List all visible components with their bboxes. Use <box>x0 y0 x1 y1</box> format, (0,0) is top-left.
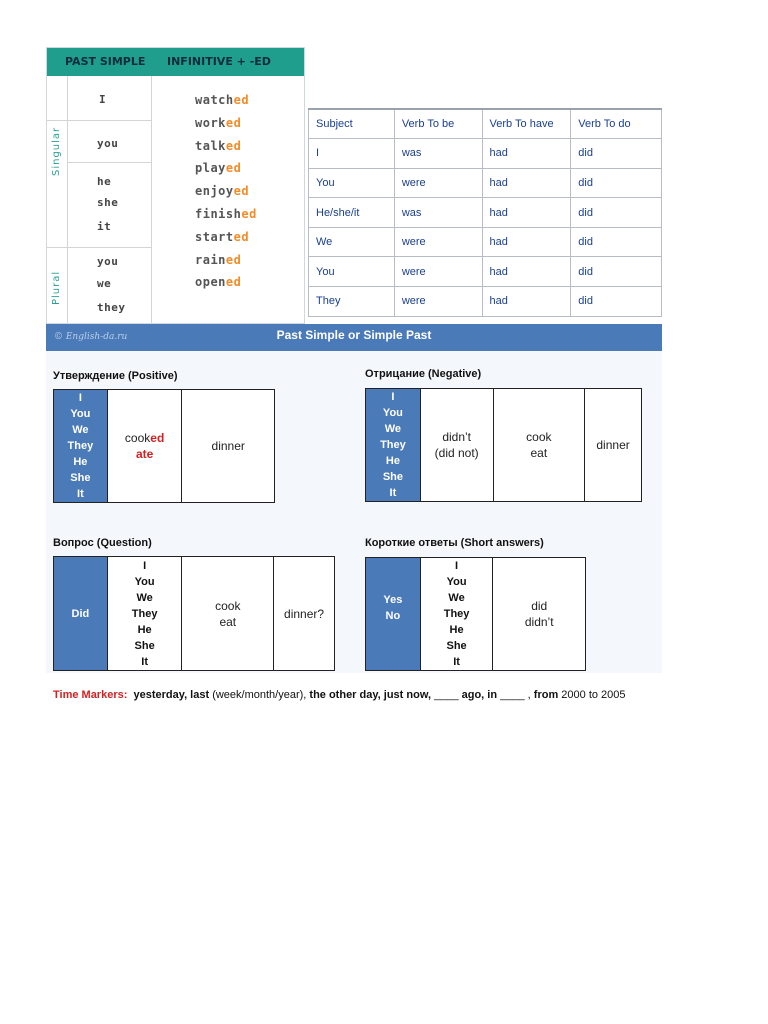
verb: cook <box>215 598 241 613</box>
table-header-row <box>309 109 662 139</box>
pronoun: you <box>97 255 119 268</box>
subject: I <box>78 392 82 404</box>
subject: It <box>77 488 84 500</box>
subjects-cell <box>107 557 182 671</box>
subjects-cell <box>54 390 108 503</box>
verb-started: started <box>195 230 250 244</box>
table-cell: were <box>394 257 482 287</box>
table-cell: was <box>394 139 482 169</box>
subject: I <box>143 559 147 572</box>
subject: You <box>70 408 91 420</box>
verb-played: played <box>195 161 242 175</box>
table-row <box>309 198 662 228</box>
time-markers-label: Time Markers: <box>53 689 128 701</box>
form-cell <box>493 558 586 671</box>
verb-ate: ate <box>135 447 154 461</box>
object-cell: dinner <box>182 390 275 503</box>
table-cell: were <box>394 227 482 257</box>
yes-no-cell <box>366 558 421 671</box>
section-heading-question: Вопрос (Question) <box>53 537 152 549</box>
verb-talked: talked <box>195 139 242 153</box>
table-cell: were <box>394 168 482 198</box>
table-cell: I <box>309 139 395 169</box>
table-cell: You <box>309 168 395 198</box>
aux-didnt: didn’t <box>442 430 472 444</box>
verb-watched: watched <box>195 93 250 107</box>
subject: She <box>134 639 155 652</box>
infinitive-ed-card <box>46 47 305 324</box>
table-cell: had <box>482 287 571 317</box>
subject: You <box>446 576 467 588</box>
subject: She <box>446 640 467 652</box>
pronoun: we <box>97 277 112 290</box>
table-cell: They <box>309 287 395 317</box>
question-table <box>53 556 335 671</box>
verb: eat <box>530 446 548 460</box>
table-cell: were <box>394 287 482 317</box>
subjects-cell <box>366 389 421 502</box>
verbs-to-be-have-do-table <box>308 108 662 317</box>
table-cell: did <box>571 287 662 317</box>
title-banner <box>46 324 662 351</box>
verb-cell <box>107 390 182 503</box>
subject: He <box>137 623 152 636</box>
subject: She <box>382 471 403 483</box>
object-cell: dinner? <box>274 557 335 671</box>
table-row <box>309 168 662 198</box>
side-label-singular: Singular <box>51 126 62 176</box>
subject: They <box>380 439 406 451</box>
column-header: Verb To be <box>394 109 482 139</box>
answer-no: No <box>385 610 401 622</box>
table-cell: had <box>482 227 571 257</box>
divider <box>67 162 151 163</box>
subject: I <box>391 391 395 403</box>
auxiliary-cell <box>420 389 493 502</box>
verb-enjoyed: enjoyed <box>195 184 250 198</box>
time-marker-part: ____ <box>431 689 462 701</box>
verb-cell <box>493 389 585 502</box>
time-marker-part: 2000 to 2005 <box>558 689 626 701</box>
section-heading-negative: Отрицание (Negative) <box>365 368 482 380</box>
table-cell: had <box>482 139 571 169</box>
subject: He <box>449 624 464 636</box>
subject: We <box>384 423 402 435</box>
table-cell: We <box>309 227 395 257</box>
divider <box>67 76 68 323</box>
aux-did-not: (did not) <box>434 446 479 460</box>
time-marker-part: (week/month/year), <box>209 689 310 701</box>
pronoun: I <box>99 93 107 106</box>
subject: You <box>134 575 155 588</box>
verb: cook <box>526 430 552 444</box>
time-markers-line <box>53 689 626 701</box>
form-did: did <box>531 599 548 613</box>
subject: She <box>70 472 91 484</box>
copyright-text: © English-da.ru <box>54 332 128 342</box>
card-header <box>47 48 304 76</box>
subject: It <box>453 656 460 668</box>
verb-opened: opened <box>195 275 242 289</box>
table-row <box>309 227 662 257</box>
verb-worked: worked <box>195 116 242 130</box>
table-cell: You <box>309 257 395 287</box>
pronoun: they <box>97 301 126 314</box>
object-cell: dinner <box>585 389 642 502</box>
pronoun: he <box>97 175 112 188</box>
banner-title: Past Simple or Simple Past <box>276 328 432 342</box>
table-row <box>309 257 662 287</box>
table-cell: did <box>571 257 662 287</box>
answer-yes: Yes <box>383 594 403 606</box>
table-cell: had <box>482 257 571 287</box>
pronoun: she <box>97 196 119 209</box>
verb-rained: rained <box>195 253 242 267</box>
table-cell: was <box>394 198 482 228</box>
subject: They <box>131 607 158 620</box>
subject: You <box>382 407 403 419</box>
time-marker-part: the other day, just now, <box>309 689 432 701</box>
aux-did-cell: Did <box>54 557 108 671</box>
time-marker-part: ____ , <box>497 689 534 701</box>
subject: It <box>141 655 148 668</box>
subject: We <box>72 424 89 436</box>
divider <box>151 76 152 323</box>
header-infinitive-ed: INFINITIVE + -ED <box>167 55 271 68</box>
table-cell: did <box>571 198 662 228</box>
table-cell: He/she/it <box>309 198 395 228</box>
table-row <box>309 287 662 317</box>
verb: eat <box>219 614 237 629</box>
subjects-cell <box>420 558 493 671</box>
divider <box>47 247 151 248</box>
table-row <box>309 139 662 169</box>
subject: It <box>389 487 397 499</box>
verb-cell <box>182 557 274 671</box>
table-cell: had <box>482 198 571 228</box>
verb-cooked: cooked <box>124 431 165 445</box>
subject: I <box>455 560 459 572</box>
section-heading-positive: Утверждение (Positive) <box>53 370 178 382</box>
column-header: Subject <box>309 109 395 139</box>
form-didnt: didn’t <box>524 615 554 629</box>
pronoun: you <box>97 137 119 150</box>
table-cell: did <box>571 227 662 257</box>
pronoun: it <box>97 220 112 233</box>
divider <box>47 120 151 121</box>
subject: He <box>385 455 400 467</box>
time-marker-part: ago, in <box>461 689 498 701</box>
table-cell: did <box>571 168 662 198</box>
verb-finished: finished <box>195 207 257 221</box>
table-cell: did <box>571 139 662 169</box>
subject: We <box>136 591 153 604</box>
time-marker-part: from <box>533 689 559 701</box>
table-cell: had <box>482 168 571 198</box>
column-header: Verb To do <box>571 109 662 139</box>
subject: They <box>67 440 94 452</box>
positive-table <box>53 389 275 503</box>
column-header: Verb To have <box>482 109 571 139</box>
negative-table <box>365 388 642 502</box>
time-marker-part: yesterday, last <box>133 689 210 701</box>
section-heading-short-answers: Короткие ответы (Short answers) <box>365 537 544 549</box>
subject: They <box>443 608 470 620</box>
header-past-simple: PAST SIMPLE <box>65 55 146 68</box>
subject: We <box>448 592 465 604</box>
short-answers-table <box>365 557 586 671</box>
subject: He <box>73 456 88 468</box>
side-label-plural: Plural <box>51 270 62 305</box>
